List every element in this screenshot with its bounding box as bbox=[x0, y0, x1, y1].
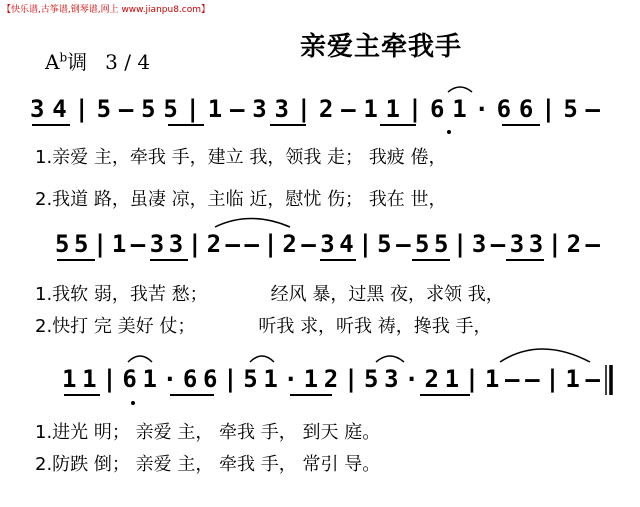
system-1 bbox=[30, 87, 601, 210]
system-3 bbox=[35, 349, 611, 475]
verse-2-line: 2.防跌 倒； 亲爱 主， 牵我 手， 常引 导。 bbox=[35, 454, 381, 475]
watermark: 【快乐谱,古筝谱,钢琴谱,网上 www.jianpu8.com】 bbox=[2, 5, 211, 15]
system-2 bbox=[35, 219, 601, 338]
flat-sign: b bbox=[59, 50, 68, 65]
verse-2-line: 2.我道 路，虽凄 凉，主临 近，慰忧 伤； 我在 世， bbox=[35, 189, 447, 210]
notes-line: 5 5 | 1 – 3 3 | 2 – – | 2 – 3 4 | 5 – 5 5 | 3 – 3 3 | 2 – bbox=[55, 230, 600, 258]
verse-1-line: 1.我软 弱，我苦 愁； 经风 暴，过黑 夜，求领 我， bbox=[35, 284, 504, 305]
key-letter: A bbox=[45, 50, 60, 74]
verse-2-line: 2.快打 完 美好 仗； 听我 求，听我 祷，搀我 手， bbox=[35, 316, 492, 337]
notes-line: 3 4 | 5 – 5 5 | 1 – 3 3 | 2 – 1 1 | 6 1 · 6 6 | 5 – bbox=[30, 95, 600, 123]
notes-line: 1 1 | 6 1 · 6 6 | 5 1 · 1 2 | 5 3 · 2 1 | 1 – – | 1 – bbox=[62, 365, 600, 393]
time-signature: 3 / 4 bbox=[105, 50, 151, 74]
verse-1-line: 1.进光 明； 亲爱 主， 牵我 手， 到天 庭。 bbox=[35, 422, 381, 443]
page-title: 亲爱主牵我手 bbox=[300, 32, 463, 62]
key-word: 调 bbox=[67, 50, 88, 74]
verse-1-line: 1.亲爱 主，牵我 手，建立 我，领我 走； 我疲 倦， bbox=[35, 147, 447, 168]
